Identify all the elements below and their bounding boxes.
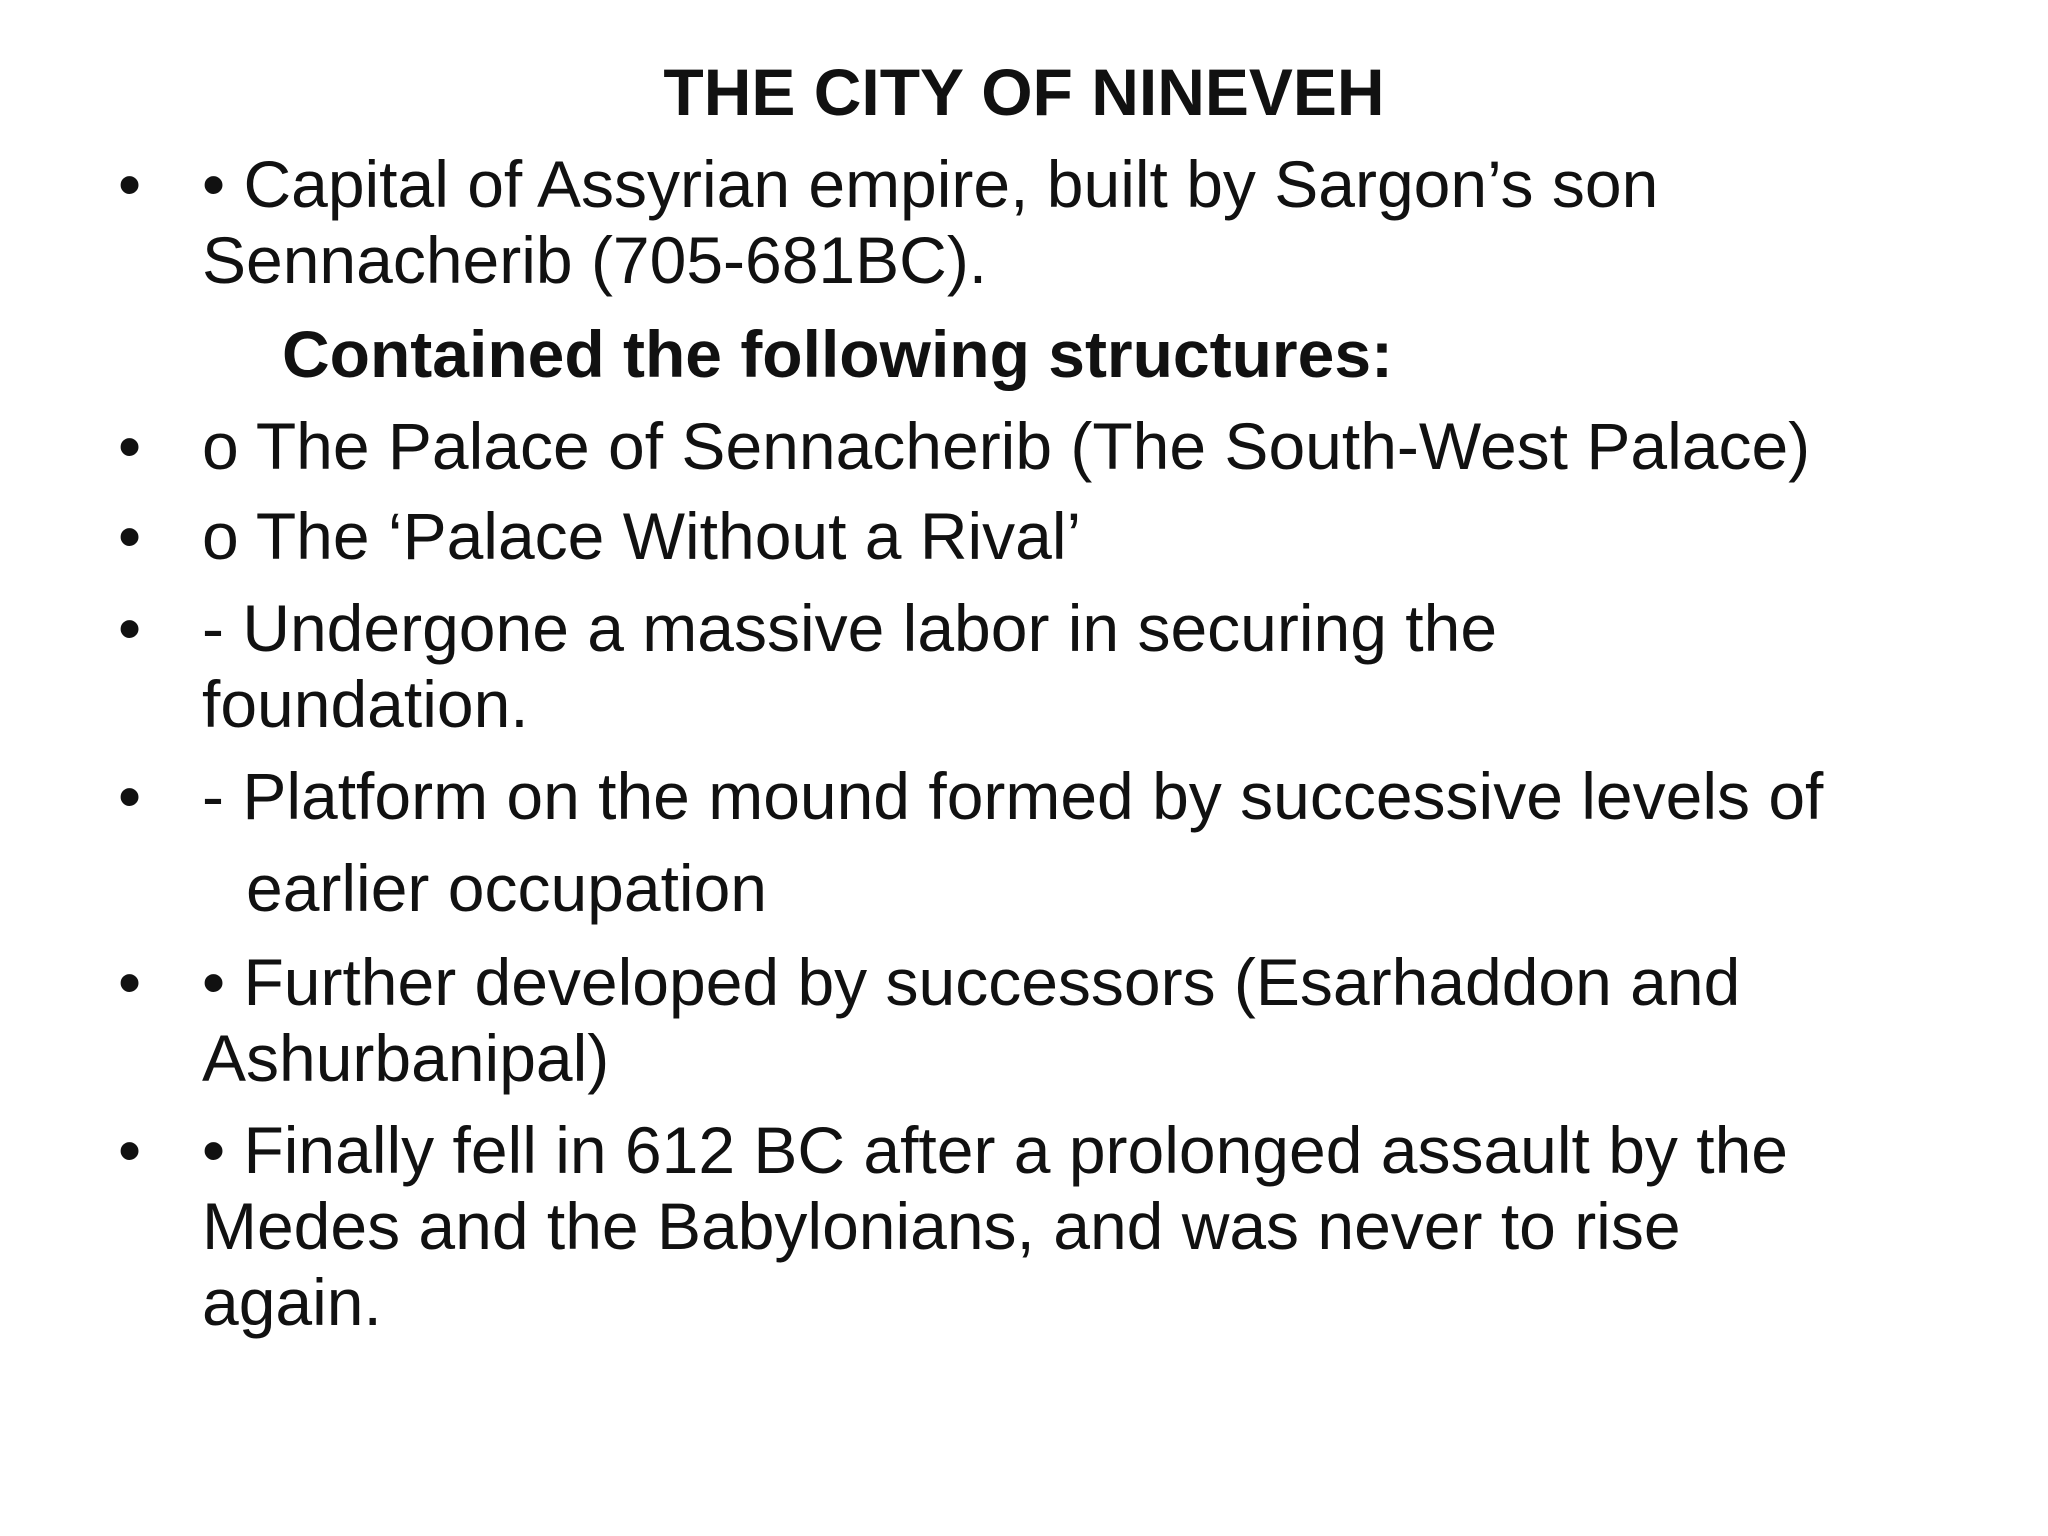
- bullet-text-line: o The Palace of Sennacherib (The South-West Palace): [202, 409, 1811, 483]
- bullet-text-line: - Undergone a massive labor in securing the: [202, 591, 1498, 665]
- bullet-text-line: again.: [202, 1265, 382, 1339]
- bullet-marker: •: [118, 1113, 142, 1187]
- bullet-text-line: earlier occupation: [246, 851, 767, 925]
- bullet-text-line: • Finally fell in 612 BC after a prolonged assault by the: [202, 1113, 1788, 1187]
- bullet-marker: •: [118, 499, 142, 573]
- bullet-marker: •: [118, 759, 142, 833]
- bullet-text-line: o The ‘Palace Without a Rival’: [202, 499, 1082, 573]
- bullet-marker: •: [118, 147, 142, 221]
- bullet-text-line: Sennacherib (705-681BC).: [202, 223, 988, 297]
- bullet-marker: •: [118, 945, 142, 1019]
- bullet-text-line: - Platform on the mound formed by successive levels of: [202, 759, 1824, 833]
- bullet-text-line: • Capital of Assyrian empire, built by Sargon’s son: [202, 147, 1659, 221]
- bullet-text-line: foundation.: [202, 667, 529, 741]
- structures-subheading: Contained the following structures:: [282, 317, 1394, 391]
- slide-title: THE CITY OF NINEVEH: [663, 55, 1385, 129]
- bullet-marker: •: [118, 409, 142, 483]
- bullet-text-line: Medes and the Babylonians, and was never to rise: [202, 1189, 1681, 1263]
- bullet-marker: •: [118, 591, 142, 665]
- bullet-text-line: • Further developed by successors (Esarhaddon and: [202, 945, 1741, 1019]
- bullet-text-line: Ashurbanipal): [202, 1021, 610, 1095]
